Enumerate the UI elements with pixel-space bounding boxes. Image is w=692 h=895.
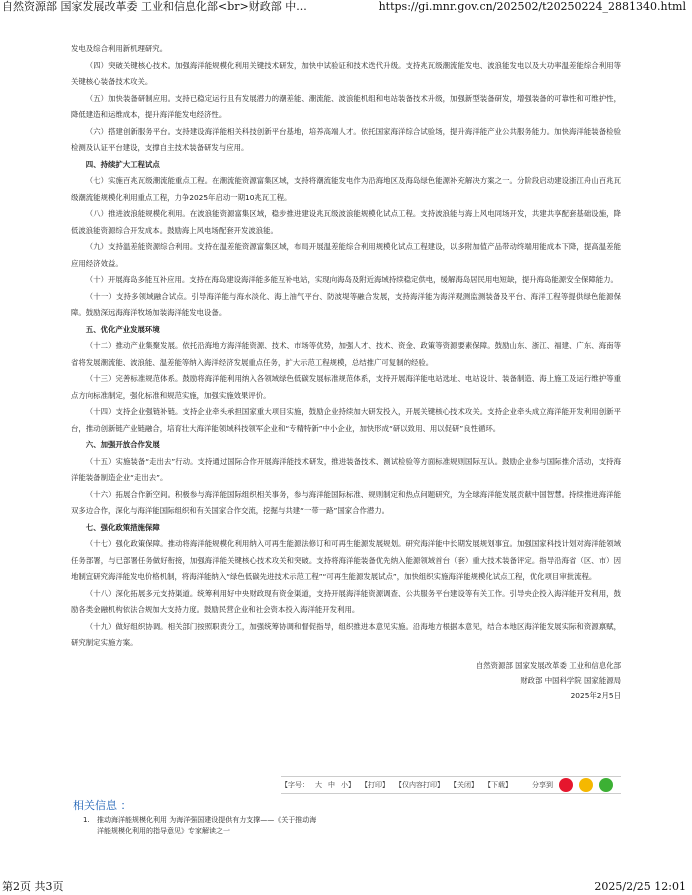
print-header: [0, 0, 692, 14]
font-size-label: 【字号：: [281, 781, 309, 789]
font-size-large-link[interactable]: 大: [315, 781, 322, 789]
related-info-title: 相关信息 ：: [73, 799, 132, 812]
body-paragraph: （十七）强化政策保障。推动将海洋能规模化利用纳入可再生能源法修订和可再生能源发展规划。研究海洋能中长期发展规划事宜。加强国家科技计划对海洋能领域任务部署，与已部署任务做好衔接，加强海洋能关键核心技术攻关和突破。支持将海洋能装备优先纳入能源领域首台（套）重大技术装备评定。指导沿海省（区、市）因地制宜研究海洋能发电价格机制，将海洋能纳入“绿色低碳先进技术示范工程”“可再生能源发展试点”，加快组织实施海洋能规模化试点工程，优化项目审批流程。: [71, 539, 621, 581]
print-content-link[interactable]: 【仅内容打印】: [395, 781, 444, 789]
section-heading: 四、持续扩大工程试点: [85, 159, 160, 169]
page-number: 第2页 共3页: [2, 880, 64, 893]
body-paragraph: （十六）拓展合作新空间。积极参与海洋能国际组织相关事务，参与海洋能国际标准、规则制定和热点问题研究，为全球海洋能发展贡献中国智慧。持续推进海洋能双多边合作，深化与海洋能国际组织和有关国家合作交流，挖掘与共建“一带一路”国家合作潜力。: [71, 489, 621, 515]
print-datetime: 2025/2/25 12:01: [594, 880, 686, 893]
section-heading: 五、优化产业发展环境: [85, 324, 160, 334]
wechat-share-icon[interactable]: [599, 778, 613, 792]
body-paragraph: （十八）深化拓展多元支持渠道。统筹利用好中央财政现有资金渠道，支持开展海洋能资源调查、公共服务平台建设等有关工作。引导央企投入海洋能开发利用，鼓励各类金融机构依法合规加大支持力度。鼓励民营企业和社会资本投入海洋能开发利用。: [71, 588, 621, 614]
body-paragraph: （十五）实施装备“走出去”行动。支持通过国际合作开展海洋能技术研发，推进装备技术、测试检验等方面标准规则国际互认。鼓励企业参与国际推介活动，支持海洋能装备制造企业“走出去”。: [71, 456, 621, 482]
section-heading: 七、强化政策措施保障: [85, 522, 160, 532]
share-label: 分享到: [532, 781, 553, 789]
body-paragraph: （九）支持温差能资源综合利用。支持在温差能资源富集区域，布局开展温差能综合利用规模化试点工程建设，以多附加值产品带动终端用能成本下降，提高温差能应用经济效益。: [71, 242, 621, 268]
qzone-share-icon[interactable]: [579, 778, 593, 792]
body-paragraph: 发电及综合利用新机理研究。: [71, 44, 168, 53]
body-paragraph: （七）实施百兆瓦级潮流能重点工程。在潮流能资源富集区域，支持将潮流能发电作为沿海地区及海岛绿色能源补充解决方案之一。分阶段启动建设浙江舟山百兆瓦级潮流能规模化利用重点工程，力争2025年启动一期10兆瓦工程。: [71, 176, 621, 202]
print-link[interactable]: 【打印】: [361, 781, 389, 789]
font-size-medium-link[interactable]: 中: [328, 781, 335, 789]
download-link[interactable]: 【下载】: [484, 781, 512, 789]
print-footer: [0, 880, 692, 895]
print-header-url: https://gi.mnr.gov.cn/202502/t20250224_2881340.html: [378, 0, 686, 13]
signature-date: 2025年2月5日: [570, 690, 621, 700]
article-toolbar: [281, 776, 621, 794]
related-info-list: [83, 815, 323, 837]
body-paragraph: （十二）推动产业集聚发展。依托沿海地方海洋能资源、技术、市场等优势，加强人才、技术、资金、政策等资源要素保障。鼓励山东、浙江、福建、广东、海南等省将发展潮流能、波浪能、温差能等纳入海洋经济发展重点任务，扩大示范工程规模，总结推广可复制的经验。: [71, 341, 621, 367]
section-heading: 六、加强开放合作发展: [85, 440, 160, 449]
weibo-share-icon[interactable]: [559, 778, 573, 792]
related-item-link[interactable]: 推动海洋能规模化利用 为海洋强国建设提供有力支撑——《关于推动海洋能规模化利用的指导意见》专家解读之一: [97, 816, 317, 835]
font-size-small-link[interactable]: 小】: [341, 781, 355, 789]
signature-issuers-line1: 自然资源部 国家发展改革委 工业和信息化部: [475, 660, 621, 670]
body-paragraph: （四）突破关键核心技术。加强海洋能规模化利用关键技术研发，加快中试验证和技术迭代升级。支持兆瓦级潮流能发电、波浪能发电以及大功率温差能综合利用等关键核心装备技术攻关。: [71, 60, 621, 86]
signature-issuers-line2: 财政部 中国科学院 国家能源局: [520, 675, 621, 685]
body-paragraph: （十一）支持多领域融合试点。引导海洋能与海水淡化、海上油气平台、防波堤等融合发展，支持海洋能为海洋观测监测装备及平台、海洋工程等提供绿色能源保障。鼓励深远海海洋牧场加装海洋能发电设备。: [71, 291, 621, 317]
body-paragraph: （十九）做好组织协调。相关部门按照职责分工，加强统筹协调和督促指导，组织推进本意见实施。沿海地方根据本意见，结合本地区海洋能发展实际和资源禀赋，研究制定实施方案。: [71, 621, 621, 647]
close-link[interactable]: 【关闭】: [450, 781, 478, 789]
body-paragraph: （六）搭建创新服务平台。支持建设海洋能相关科技创新平台基地，培养高端人才。依托国家海洋综合试验场，提升海洋能产业公共服务能力。加快海洋能装备检验检测及认证平台建设，支撑自主技术装备研发与应用。: [71, 126, 621, 152]
related-item-number: 1.: [83, 816, 90, 824]
list-item[interactable]: [83, 815, 323, 837]
body-paragraph: （十）开展海岛多能互补应用。支持在海岛建设海洋能多能互补电站，实现向海岛及附近海域持续稳定供电，缓解海岛居民用电短缺，提升海岛能源安全保障能力。: [85, 275, 618, 284]
signature-block: [71, 658, 621, 703]
body-paragraph: （五）加快装备研制应用。支持已稳定运行且有发展潜力的潮差能、潮流能、波浪能机组和电站装备技术升级，加强新型装备研发，增强装备的可靠性和可维护性，降低建造和运维成本，提升海洋能发电经济性。: [71, 93, 621, 119]
article-body: [71, 41, 621, 703]
body-paragraph: （十三）完善标准规范体系。鼓励将海洋能利用纳入各领域绿色低碳发展标准规范体系，支持开展海洋能电站选址、电站设计、装备制造、海上施工及运行维护等重点方向标准制定，强化标准和规范实施，加强实施效果评价。: [71, 374, 621, 400]
body-paragraph: （八）推进波浪能规模化利用。在波浪能资源富集区域，稳步推进建设兆瓦级波浪能规模化试点工程。支持波浪能与海上风电同场开发，共建共享配套基础设施，降低波浪能资源综合开发成本。鼓励海上风电场配套开发波浪能。: [71, 209, 621, 235]
body-paragraph: （十四）支持企业强链补链。支持企业牵头承担国家重大项目实施，鼓励企业持续加大研发投入，开展关键核心技术攻关。支持企业牵头成立海洋能开发利用创新平台，推动创新链产业链融合，培育壮大海洋能领域科技领军企业和“专精特新”中小企业，加快形成“研以致用、用以促研”良性循环。: [71, 407, 621, 433]
print-header-title: 自然资源部 国家发展改革委 工业和信息化部<br>财政部 中...: [2, 0, 307, 13]
